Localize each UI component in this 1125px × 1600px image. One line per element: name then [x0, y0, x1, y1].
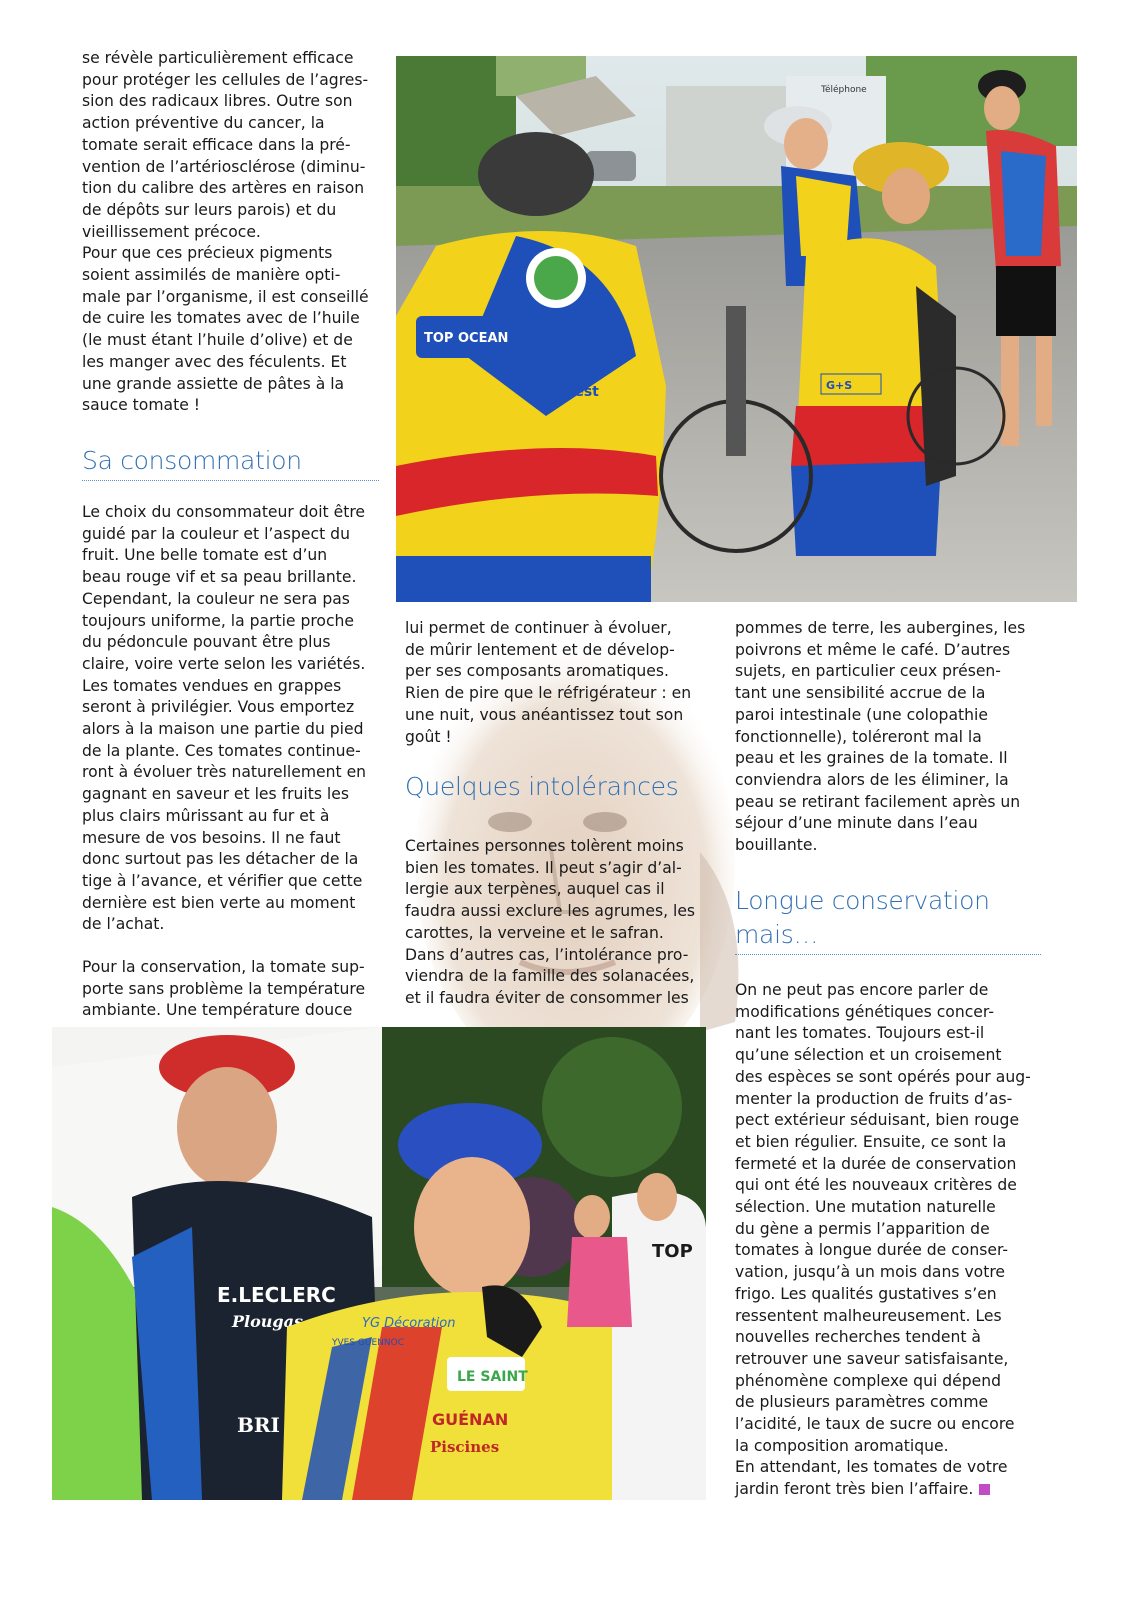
paragraph-final	[735, 1457, 1041, 1500]
section-heading-consommation: Sa consommation	[82, 444, 379, 481]
section-heading-intolerances: Quelques intolérances	[405, 772, 679, 801]
jersey-text: TOP OCEAN	[424, 331, 509, 346]
paragraph: se révèle particulièrement efficace pour protéger les cellules de l’agres- sion des radicaux libres. Outre son action préventive du cancer, la tomate serait efficace dans la pré- vention de l’artériosclérose (diminu- tion du calibre des artères en raison de dépôts sur leurs parois) et du vieillissement précoce.	[82, 49, 369, 241]
paragraph: Certaines personnes tolèrent moins bien les tomates. Il peut s’agir d’al- lergie aux terpènes, auquel cas il faudra aussi exclure les agrumes, les carottes, la verveine et le safran. Dans d’autres cas, l’intolérance pro- viendra de la famille des solanacées, et il faudra éviter de consommer les	[405, 837, 696, 1007]
column-middle	[405, 618, 708, 748]
jersey-text: Mu ouest	[526, 384, 599, 400]
paragraph-final-text: En attendant, les tomates de votre jardin feront très bien l’affaire.	[735, 1458, 1008, 1499]
paragraph: Pour la conservation, la tomate sup- porte sans problème la température ambiante. Une température douce	[82, 958, 366, 1020]
booth-sign-text: Téléphone	[821, 85, 867, 95]
paragraph: lui permet de continuer à évoluer, de mûrir lentement et de dévelop- per ses composants aromatiques. Rien de pire que le réfrigérateur : en une nuit, vous anéantissez tout son goût !	[405, 619, 692, 746]
jersey-text: BRI	[237, 1413, 280, 1437]
jersey-text: Piscines	[430, 1438, 500, 1456]
jersey-text: Plougas	[232, 1312, 303, 1331]
column-left	[82, 48, 379, 417]
jersey-text: G+S	[826, 379, 853, 392]
photo-young-cyclists	[52, 1027, 706, 1500]
jersey-text: YG Décoration	[362, 1316, 456, 1331]
photo-cyclists-road	[396, 56, 1077, 602]
column-left-continued	[82, 502, 379, 1022]
column-right	[735, 618, 1041, 857]
column-right-continued	[735, 980, 1041, 1501]
paragraph: Pour que ces précieux pigments soient assimilés de manière opti- male par l’organisme, il est conseillé de cuire les tomates avec de l’huile (le must étant l’huile d’olive) et de les manger avec des féculents. Et une grande assiette de pâtes à la sauce tomate !	[82, 244, 369, 415]
jersey-text: TOP	[652, 1241, 693, 1262]
paragraph: Le choix du consommateur doit être guidé par la couleur et l’aspect du fruit. Une belle tomate est d’un beau rouge vif et sa peau brillante. Cependant, la couleur ne sera pas toujours uniforme, la partie proche du pédoncule pouvant être plus claire, voire verte selon les variétés. Les tomates vendues en grappes seront à privilégier. Vous emportez alors à la maison une partie du pied de la plante. Ces tomates continue- ront à évoluer très naturellement en gagnant en saveur et les fruits les plus clairs mûrissant au fur et à mesure de vos besoins. Il ne faut donc surtout pas les détacher de la tige à l’avance, et vérifier que cette dernière est bien verte au moment de l’achat.	[82, 503, 367, 934]
jersey-text: LE SAINT	[457, 1369, 528, 1385]
column-middle-continued	[405, 836, 708, 1010]
paragraph: On ne peut pas encore parler de modifications génétiques concer- nant les tomates. Toujours est-il qu’une sélection et un croisement des espèces se sont opérés pour aug- menter la production de fruits d’as- pect extérieur séduisant, bien rouge et bien régulier. Ensuite, ce sont la fermeté et la durée de conservation qui ont été les nouveaux critères de sélection. Une mutation naturelle du gène a permis l’apparition de tomates à longue durée de conser- vation, jusqu’à un mois dans votre frigo. Les qualités gustatives s’en ressentent malheureusement. Les nouvelles recherches tendent à retrouver une saveur satisfaisante, phénomène complexe qui dépend de plusieurs paramètres comme l’acidité, le taux de sucre ou encore la composition aromatique.	[735, 981, 1031, 1455]
section-heading-conservation: Longue conservation mais…	[735, 884, 1041, 955]
photo-cyclists-road-image	[396, 56, 1077, 602]
jersey-text: GUÉNAN	[432, 1410, 509, 1429]
photo-young-cyclists-image	[52, 1027, 706, 1500]
jersey-text: E.LECLERC	[217, 1283, 336, 1307]
jersey-text: YVES GUENNOC	[332, 1338, 404, 1348]
end-of-article-mark	[979, 1484, 990, 1495]
paragraph: pommes de terre, les aubergines, les poivrons et même le café. D’autres sujets, en particulier ceux présen- tant une sensibilité accrue de la paroi intestinale (une colopathie fonctionnelle), toléreront mal la peau et les graines de la tomate. Il conviendra alors de les éliminer, la peau se retirant facilement après un séjour d’une minute dans l’eau bouillante.	[735, 619, 1026, 855]
